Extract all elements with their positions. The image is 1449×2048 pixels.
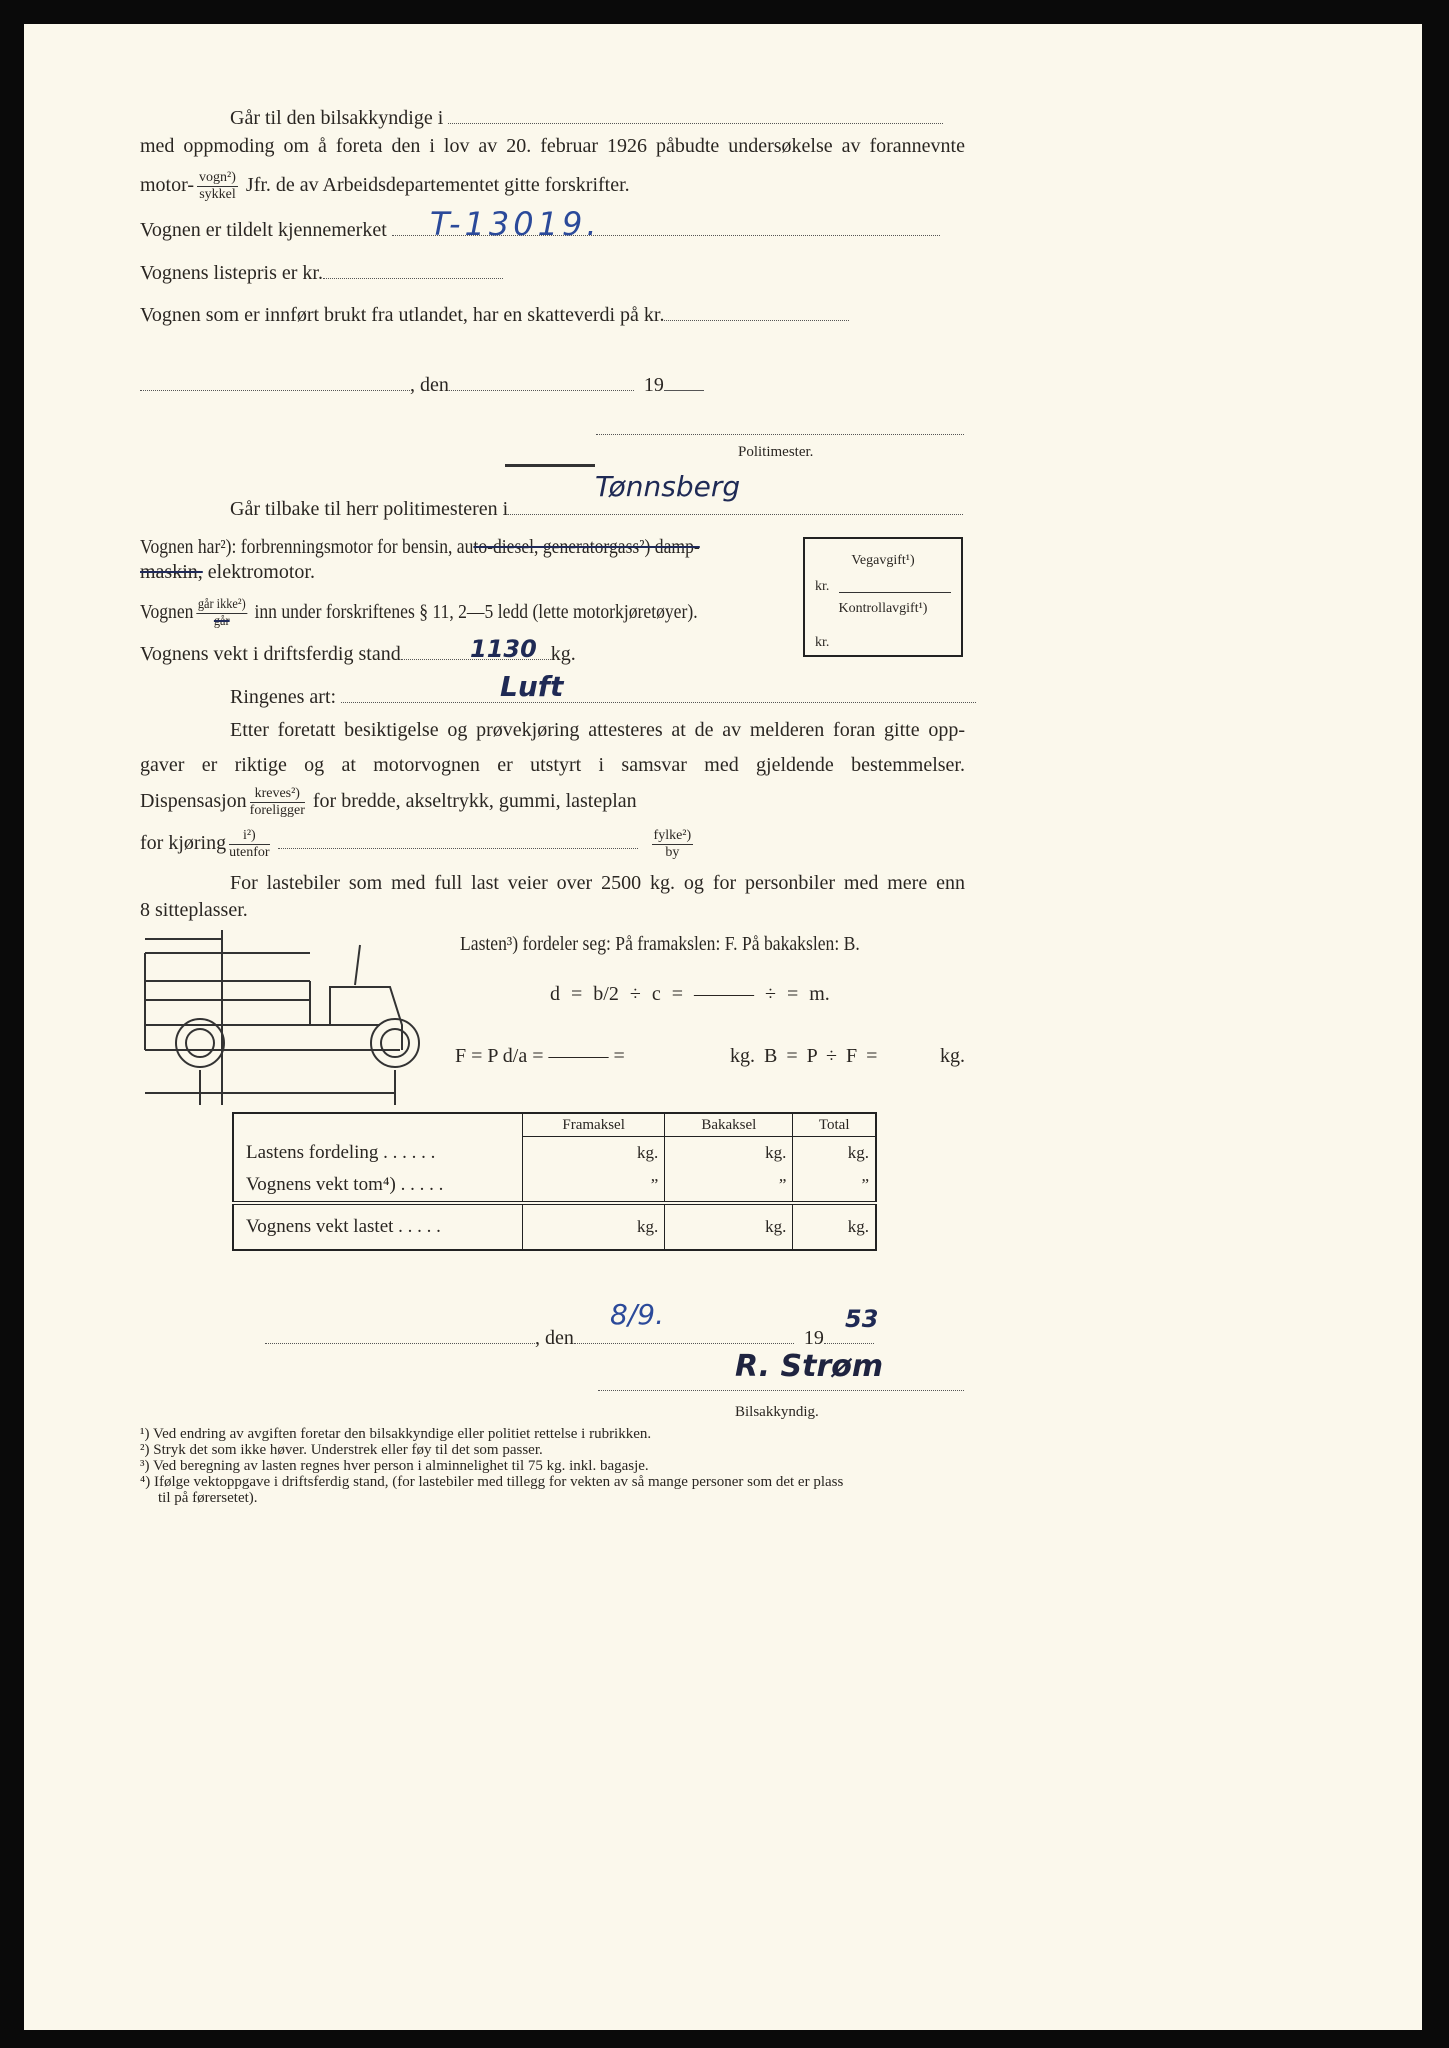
field-ringer[interactable] (341, 684, 976, 703)
row-label: Vognens vekt tom⁴) . . . . . (246, 1174, 444, 1195)
cell[interactable]: kg. (523, 1137, 665, 1170)
truck-diagram (140, 925, 430, 1110)
frac-top: vogn²) (199, 170, 236, 185)
field-signoff-date[interactable] (574, 1325, 794, 1344)
frac-bottom: utenfor (229, 845, 270, 860)
row-label: Vognens vekt lastet . . . . . (233, 1203, 523, 1250)
label: Vognen har²): forbrenningsmotor for bensin, au (140, 536, 474, 558)
table-row (233, 1137, 876, 1170)
line-lette (140, 597, 698, 630)
attest-line-1: Etter foretatt besiktigelse og prøvekjøring attesteres at de av melderen foran gitte opp- (230, 719, 965, 741)
cell[interactable]: kg. (793, 1203, 876, 1250)
line-skatteverdi (140, 302, 849, 327)
kr-label: kr. (815, 635, 830, 650)
label: motor- (140, 174, 195, 197)
header-bakaksel: Bakaksel (665, 1113, 793, 1137)
frac-top: i²) (229, 828, 269, 845)
attest-line-2: gaver er riktige og at motorvognen er utstyrt i samsvar med gjeldende bestemmelser. (140, 754, 965, 776)
load-distribution-table (232, 1112, 877, 1251)
label: 19 (803, 1327, 824, 1349)
label: inn under forskriftenes § 11, 2—5 ledd (lette motorkjøretøyer). (254, 601, 698, 624)
header-framaksel: Framaksel (523, 1113, 665, 1137)
label: Vognen er tildelt kjennemerket (140, 219, 387, 241)
table-row (233, 1203, 876, 1250)
formula-f: F = P d/a = ——— = (455, 1045, 625, 1067)
laste-line-2: 8 sitteplasser. (140, 899, 248, 921)
field-date[interactable] (449, 372, 634, 391)
line-motortype (140, 535, 700, 559)
field-skatteverdi[interactable] (664, 302, 849, 321)
label: for kjøring (140, 832, 227, 855)
field-signoff-place[interactable] (265, 1325, 535, 1344)
line-motortype-2 (140, 560, 315, 584)
label: Vognens listepris er kr. (140, 262, 323, 284)
fraction (196, 597, 247, 630)
label: elektromotor. (202, 561, 315, 583)
cell[interactable]: ” (665, 1169, 793, 1203)
struck-text: to-diesel, generatorgass²) damp- (473, 536, 700, 558)
table-header-row (233, 1113, 876, 1137)
label: Vognens vekt i driftsferdig stand (140, 643, 401, 665)
field-year[interactable] (664, 372, 704, 391)
label: 19 (643, 374, 664, 396)
field-politimester-signature[interactable] (596, 416, 964, 435)
footnote-4-cont: til på førersetet). (158, 1490, 258, 1506)
frac-top: går ikke²) (197, 597, 246, 612)
vegavgift-label: Vegavgift¹) (851, 553, 915, 568)
vegavgift-field[interactable] (839, 592, 951, 593)
field-bilsakkyndige[interactable] (448, 105, 943, 124)
table-row (233, 1169, 876, 1203)
cell[interactable]: kg. (523, 1203, 665, 1250)
politimester-place-value: Tønnsberg (595, 470, 741, 503)
label: Ringenes art: (230, 686, 337, 708)
fraction (652, 828, 694, 861)
label: for bredde, akseltrykk, gummi, lasteplan (312, 790, 637, 813)
label: Vognen som er innført brukt fra utlandet, har en skatteverdi på kr. (140, 304, 665, 326)
table-corner (233, 1113, 523, 1137)
label: Går til den bilsakkyndige i (230, 107, 444, 129)
kjennemerke-value: T-13019. (430, 205, 601, 243)
signoff-year-value: 53 (845, 1305, 879, 1333)
vekt-value: 1130 (470, 635, 537, 663)
label: Går tilbake til herr politimesteren i (230, 498, 509, 520)
line-oppmoding: med oppmoding om å foreta den i lov av 20. februar 1926 påbudte undersøkelse av forannevnte (140, 135, 965, 157)
line-listepris (140, 260, 503, 285)
fraction (250, 786, 305, 819)
cell[interactable]: ” (793, 1169, 876, 1203)
formula-unit: kg. (940, 1045, 965, 1067)
field-listepris[interactable] (323, 260, 503, 279)
cell[interactable]: kg. (665, 1137, 793, 1170)
line-kjoring (140, 828, 696, 861)
kontrollavgift-label: Kontrollavgift¹) (838, 601, 928, 616)
footnote-4: ⁴) Ifølge vektoppgave i driftsferdig stand, (for lastebiler med tillegg for vekten av så mange personer som det er plass (140, 1474, 844, 1490)
frac-bottom: foreligger (249, 803, 305, 818)
line-signoff-date (265, 1325, 874, 1350)
field-kjoring[interactable] (278, 830, 638, 849)
bilsakkyndig-label: Bilsakkyndig. (735, 1404, 819, 1420)
line-bilsakkyndige (230, 105, 943, 130)
lasten-text: Lasten³) fordeler seg: På framakslen: F. På bakakslen: B. (460, 933, 860, 955)
cell[interactable]: kg. (665, 1203, 793, 1250)
formula-b: kg. B = P ÷ F = (730, 1045, 878, 1067)
divider (505, 464, 595, 467)
frac-bottom: by (665, 845, 680, 860)
unit: kg. (550, 643, 576, 665)
signature: R. Strøm (735, 1349, 884, 1384)
fraction (229, 828, 269, 861)
footnote-1: ¹) Ved endring av avgiften foretar den bilsakkyndige eller politiet rettelse i rubrikken. (140, 1426, 652, 1442)
fee-box (803, 537, 963, 657)
signoff-date-value: 8/9. (610, 1298, 664, 1331)
header-total: Total (793, 1113, 876, 1137)
row-label: Lastens fordeling . . . . . . (246, 1141, 436, 1163)
frac-top: kreves²) (250, 786, 305, 803)
frac-bottom: går (213, 614, 230, 629)
line-motor (140, 170, 630, 203)
formula-d: d = b/2 ÷ c = ——— ÷ = m. (550, 983, 830, 1005)
ringer-value: Luft (500, 670, 564, 703)
label: , den (410, 374, 449, 396)
footnote-2: ²) Stryk det som ikke høver. Understrek eller føy til det som passer. (140, 1442, 543, 1458)
line-ringer (230, 684, 976, 709)
label: Dispensasjon (140, 790, 247, 813)
field-place[interactable] (140, 372, 410, 391)
label: Jfr. de av Arbeidsdepartementet gitte forskrifter. (245, 174, 630, 197)
cell[interactable]: ” (523, 1169, 665, 1203)
fraction (197, 170, 238, 203)
struck-text: maskin, (140, 561, 203, 583)
line-dispensasjon (140, 786, 637, 819)
cell[interactable]: kg. (793, 1137, 876, 1170)
footnote-3: ³) Ved beregning av lasten regnes hver person i alminnelighet til 75 kg. inkl. bagasje. (140, 1458, 649, 1474)
laste-line-1: For lastebiler som med full last veier over 2500 kg. og for personbiler med mere enn (230, 872, 965, 894)
label: Vognen (140, 601, 194, 624)
frac-top: fylke²) (653, 828, 692, 843)
politimester-label: Politimester. (738, 444, 814, 460)
kr-label: kr. (815, 579, 830, 594)
frac-bottom: sykkel (199, 187, 236, 202)
line-place-date (140, 372, 704, 397)
label: , den (535, 1327, 574, 1349)
